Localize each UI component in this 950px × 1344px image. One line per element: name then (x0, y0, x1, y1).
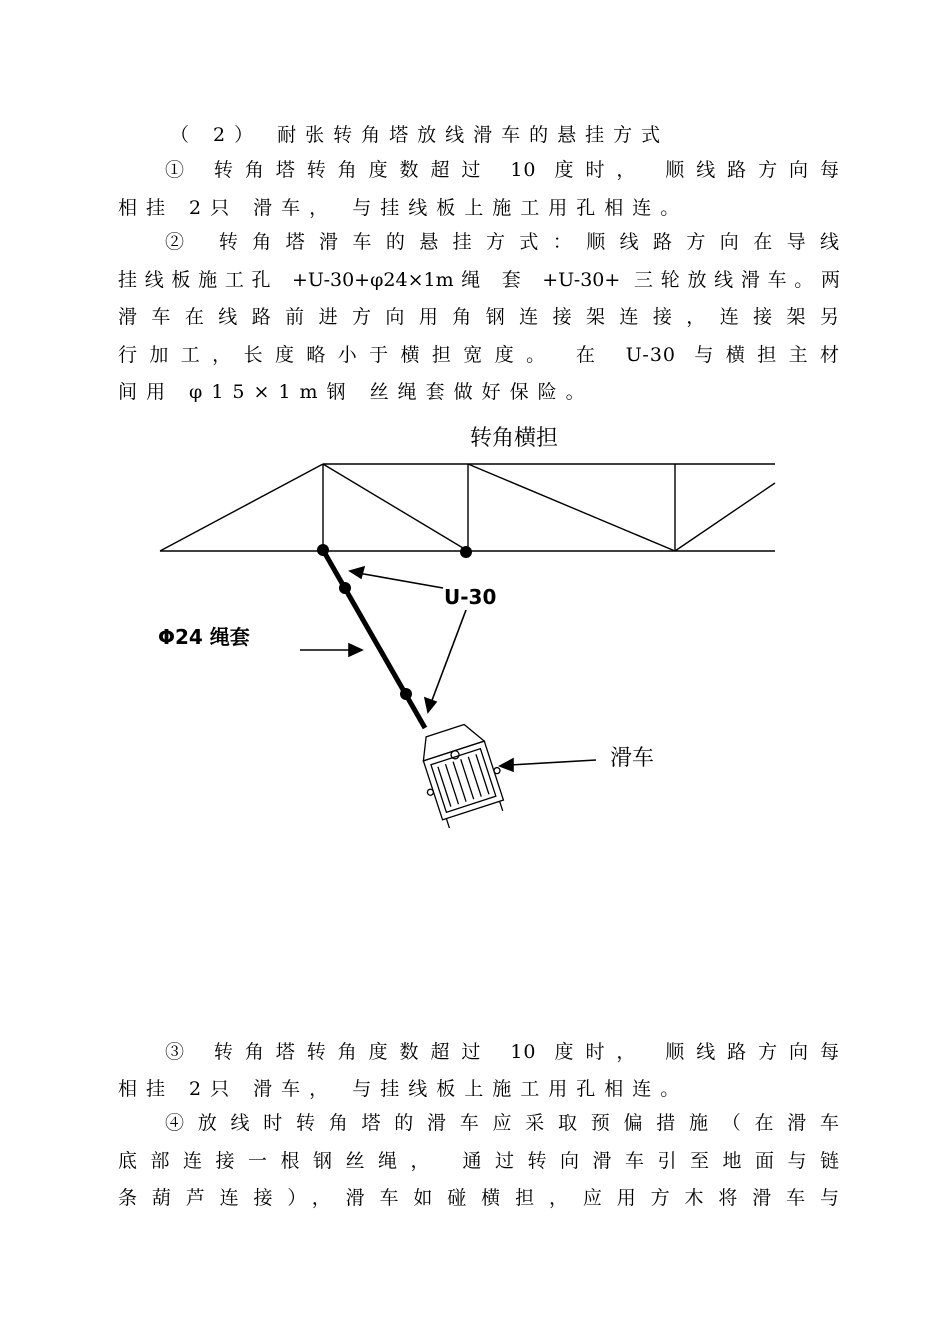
rope-sling (323, 550, 425, 728)
crossarm-truss (160, 464, 775, 551)
para2-line2: 挂线板施工孔 +U-30+φ24×1m绳 套 +U-30+ 三轮放线滑车。两 (118, 269, 840, 291)
rope-label: Φ24 绳套 (158, 625, 250, 649)
u30-label: U-30 (444, 585, 497, 609)
arrow-head-rope (349, 644, 362, 656)
para2-line5: 间用 φ15×1m钢 丝绳套做好保险。 (118, 381, 594, 403)
para1-line2: 相挂 2只 滑车， 与挂线板上施工用孔相连。 (118, 197, 689, 219)
para4-line2: 底部连接一根钢丝绳， 通过转向滑车引至地面与链 (118, 1150, 840, 1172)
shackle-lower (400, 688, 412, 700)
shackle-point (460, 546, 472, 558)
crossarm-title: 转角横担 (470, 426, 559, 451)
para2-line3: 滑车在线路前进方向用角钢连接架连接，连接架另 (118, 306, 840, 328)
section-heading: （ 2） 耐张转角塔放线滑车的悬挂方式 (170, 124, 670, 146)
para4-line1: ④放线时转角塔的滑车应采取预偏措施（在滑车 (165, 1112, 840, 1134)
para1-line1: ① 转角塔转角度数超过 10 度时， 顺线路方向每 (165, 159, 840, 181)
pulley-label: 滑车 (610, 746, 655, 771)
para4-line3: 条葫芦连接），滑车如碰横担，应用方木将滑车与 (118, 1187, 840, 1209)
shackle-top-point (317, 544, 329, 556)
para3-line1: ③ 转角塔转角度数超过 10 度时， 顺线路方向每 (165, 1041, 840, 1063)
arrow-head-pulley (500, 759, 513, 771)
pulley-block (411, 718, 512, 831)
arrow-head-u30-b (425, 698, 436, 712)
para3-line2: 相挂 2只 滑车， 与挂线板上施工用孔相连。 (118, 1078, 689, 1100)
shackle-upper (339, 582, 351, 594)
para2-line1: ② 转角塔滑车的悬挂方式：顺线路方向在导线 (165, 231, 840, 253)
para2-line4: 行加工，长度略小于横担宽度。 在 U-30 与横担主材 (118, 344, 840, 366)
arrow-head-u30-a (350, 567, 364, 578)
pulley-suspension-diagram (0, 410, 950, 870)
